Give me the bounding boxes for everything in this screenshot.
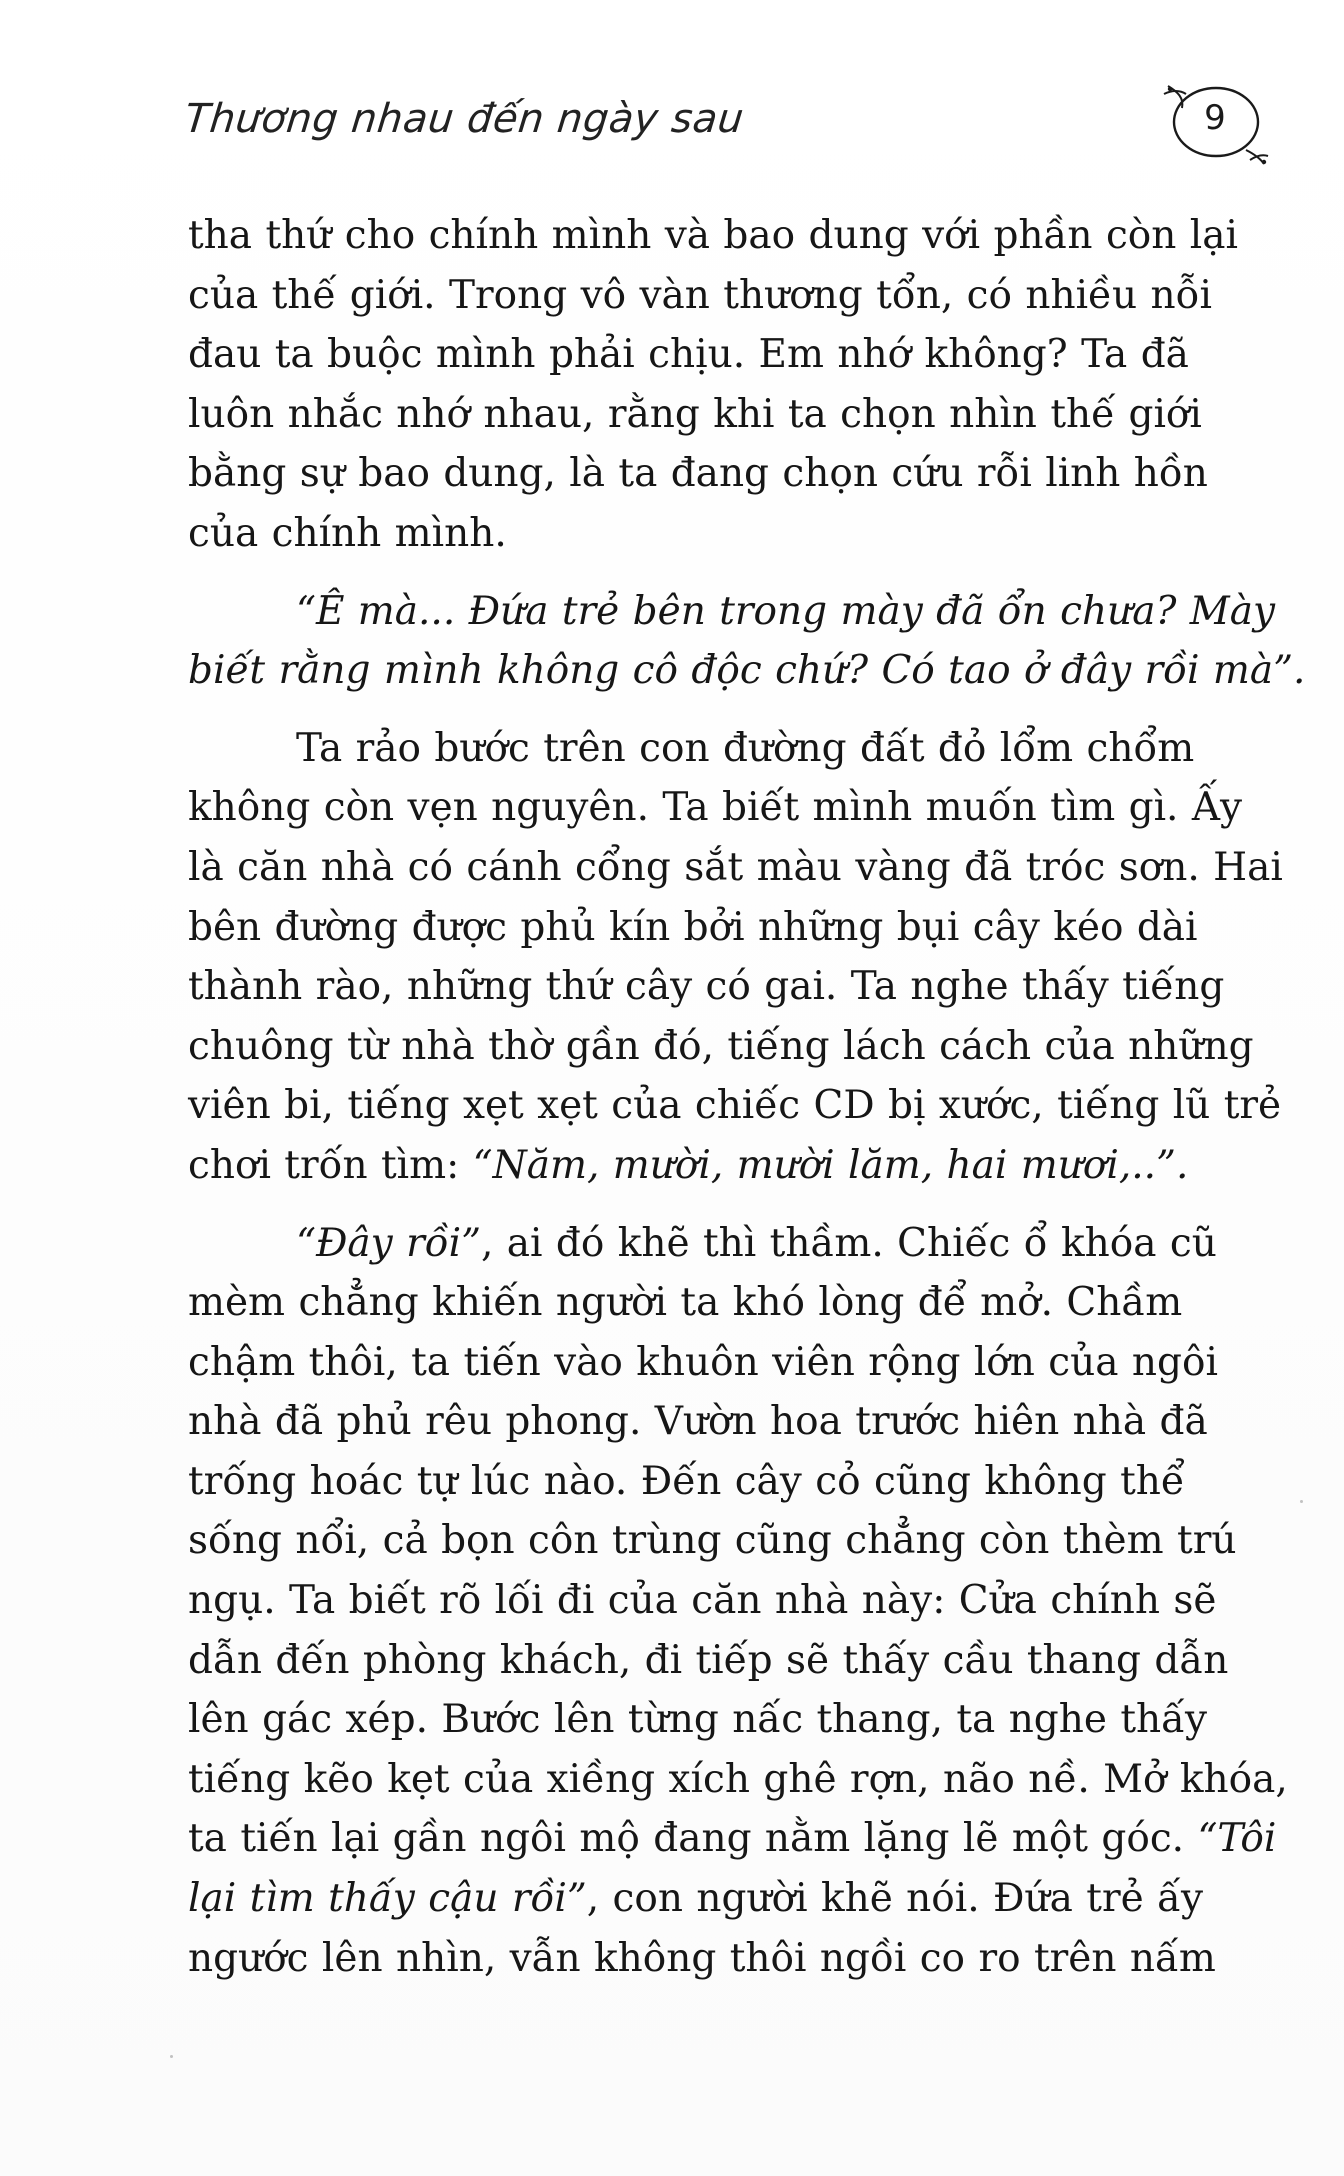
text-line: tha thứ cho chính mình và bao dung với phần còn lại [188, 213, 1238, 258]
text-line: là căn nhà có cánh cổng sắt màu vàng đã tróc sơn. Hai [188, 844, 1283, 890]
text-line: lên gác xép. Bước lên từng nấc thang, ta nghe thấy [188, 1697, 1208, 1743]
text-segment: chơi trốn tìm: [188, 1142, 473, 1188]
italic-quote-segment: “Tôi [1197, 1816, 1277, 1862]
text-line: ngụ. Ta biết rõ lối đi của căn nhà này: Cửa chính sẽ [188, 1578, 1217, 1624]
text-line [188, 1869, 1228, 1929]
page-number: 9 [1204, 98, 1226, 138]
paragraph-2-quote [188, 582, 1306, 701]
paper-speck [1300, 1500, 1303, 1503]
italic-quote-line: biết rằng mình không cô độc chứ? Có tao ở đây rồi mà”. [188, 648, 1306, 694]
text-line: của thế giới. Trong vô vàn thương tổn, có nhiều nỗi [188, 272, 1212, 318]
text-line: tiếng kẽo kẹt của xiềng xích ghê rợn, não nề. Mở khóa, [188, 1756, 1288, 1802]
text-segment: , ai đó khẽ thì thầm. Chiếc ổ khóa cũ [481, 1220, 1217, 1266]
text-segment: ta tiến lại gần ngôi mộ đang nằm lặng lẽ một góc. [188, 1816, 1198, 1862]
text-line: bên đường được phủ kín bởi những bụi cây kéo dài [188, 904, 1198, 950]
text-line: ngước lên nhìn, vẫn không thôi ngồi co ro trên nấm [188, 1935, 1216, 1981]
page-number-ornament [1160, 78, 1270, 168]
text-line: chậm thôi, ta tiến vào khuôn viên rộng lớn của ngôi [188, 1339, 1218, 1385]
italic-quote-segment: lại tìm thấy cậu rồi” [188, 1876, 587, 1922]
paragraph-4 [188, 1214, 1288, 1989]
paragraph-1 [188, 206, 1238, 564]
text-line [188, 1809, 1277, 1869]
italic-quote-line: “Ê mà... Đứa trẻ bên trong mày đã ổn chưa? Mày [296, 588, 1276, 634]
text-line: viên bi, tiếng xẹt xẹt của chiếc CD bị xước, tiếng lũ trẻ [188, 1083, 1282, 1129]
running-title: Thương nhau đến ngày sau [182, 96, 747, 142]
italic-quote-segment: “Đây rồi” [296, 1220, 482, 1266]
text-line: Ta rảo bước trên con đường đất đỏ lổm chổm [296, 725, 1195, 771]
paper-speck [170, 2055, 173, 2058]
text-line: chuông từ nhà thờ gần đó, tiếng lách cách của những [188, 1023, 1254, 1069]
text-line: sống nổi, cả bọn côn trùng cũng chẳng còn thèm trú [188, 1518, 1237, 1564]
text-line: mèm chẳng khiến người ta khó lòng để mở. Chầm [188, 1280, 1183, 1326]
text-segment: , con người khẽ nói. Đứa trẻ ấy [586, 1876, 1204, 1922]
text-line: thành rào, những thứ cây có gai. Ta nghe thấy tiếng [188, 964, 1225, 1010]
text-line [188, 1136, 1228, 1196]
text-line: dẫn đến phòng khách, đi tiếp sẽ thấy cầu thang dẫn [188, 1637, 1229, 1683]
text-line: không còn vẹn nguyên. Ta biết mình muốn tìm gì. Ấy [188, 785, 1243, 831]
text-line: luôn nhắc nhớ nhau, rằng khi ta chọn nhìn thế giới [188, 391, 1202, 437]
text-line: đau ta buộc mình phải chịu. Em nhớ không? Ta đã [188, 332, 1189, 378]
italic-quote-segment: “Năm, mười, mười lăm, hai mươi,..”. [472, 1142, 1189, 1188]
text-line: trống hoác tự lúc nào. Đến cây cỏ cũng không thể [188, 1458, 1185, 1504]
text-line: nhà đã phủ rêu phong. Vườn hoa trước hiên nhà đã [188, 1399, 1208, 1445]
text-line: bằng sự bao dung, là ta đang chọn cứu rỗi linh hồn [188, 451, 1208, 497]
text-line [188, 1214, 1228, 1274]
paragraph-3 [188, 719, 1283, 1196]
body-text [188, 206, 1306, 1988]
text-line: của chính mình. [188, 510, 507, 556]
